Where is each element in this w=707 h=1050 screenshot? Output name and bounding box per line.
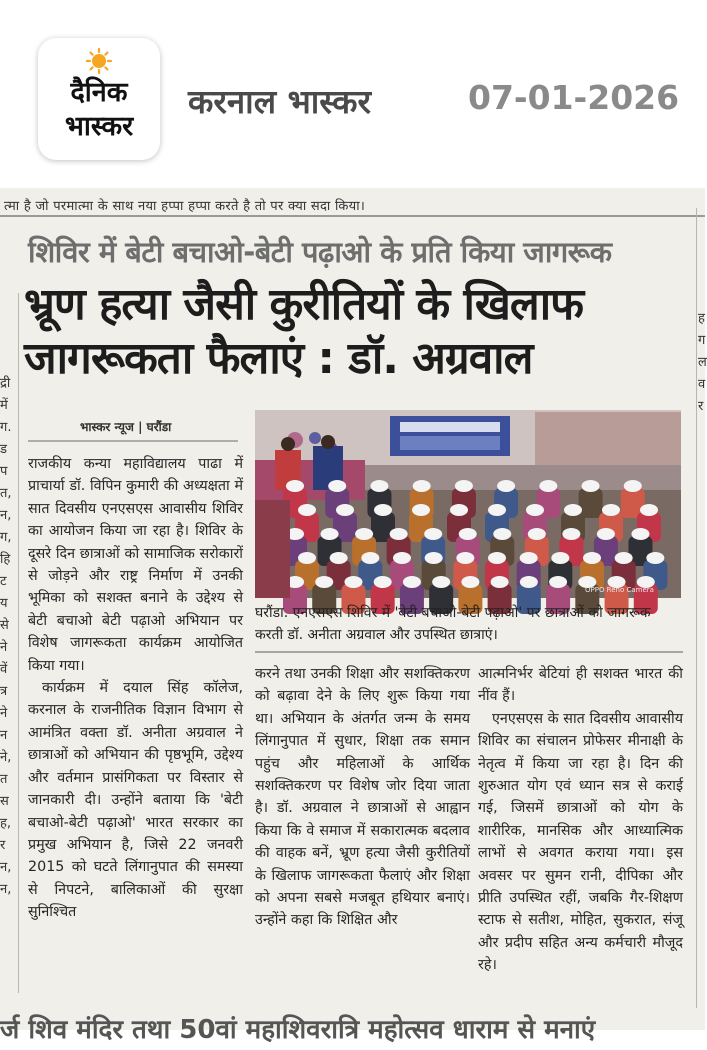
clipped-top-line: त्मा है जो परमात्मा के साथ नया हप्पा हप्पा करते है तो पर क्या सदा किया।: [4, 199, 366, 214]
logo-line-2: भास्कर: [64, 111, 134, 142]
clipped-text-fragment: ट: [0, 574, 7, 589]
paragraph: एनएसएस के सात दिवसीय आवासीय शिविर का संचालन प्रोफेसर मीनाक्षी के नेतृत्व में किया जा रहा है। दिन की शुरुआत योग एवं ध्यान सत्र से कराई गई, जिसमें छात्राओं को योग के शारीरिक, मानसिक और आध्यात्मिक लाभों से अवगत कराया गया। इस अवसर पर सुमन रानी, दीपिका और प्रीति उपस्थित रहीं, जबकि गैर-शिक्षण स्टाफ से सतीश, मोहित, सुकरात, संजू और प्रदीप सहित अन्य कर्मचारी मौजूद रहे।: [478, 710, 683, 974]
clipped-bottom-headline: र्ज शिव मंदिर तथा 50वां महाशिवरात्रि महोत्सव धाराम से मनाएं: [0, 1015, 596, 1045]
newspaper-clipping: [0, 188, 707, 1045]
clipped-text-fragment: य: [0, 596, 8, 611]
dainik-bhaskar-logo[interactable]: [38, 38, 160, 160]
clipped-text-fragment: न,: [0, 860, 12, 875]
clipped-text-fragment: में: [0, 398, 8, 413]
photo-credit: OPPO Reno Camera: [585, 586, 654, 594]
clipped-text-fragment: त: [0, 772, 8, 787]
clipped-text-fragment: ड: [0, 442, 7, 457]
clipped-text-fragment: स: [0, 794, 9, 809]
clipped-text-fragment: हि: [0, 552, 11, 567]
clipped-text-fragment: र: [0, 838, 6, 853]
clipped-text-fragment: ने: [0, 640, 8, 655]
sun-icon: [86, 48, 112, 74]
paragraph: आत्मनिर्भर बेटियां ही सशक्त भारत की नींव हैं।: [478, 666, 683, 705]
photo-caption: घरौंडा. एनएसएस शिविर में 'बेटी बचाओ-बेटी पढ़ाओ' पर छात्राओं को जागरूक करती डॉ. अनीता अग्रवाल और उपस्थित छात्राएं।: [255, 605, 651, 643]
divider: [255, 651, 683, 653]
news-photo: [255, 410, 681, 598]
clipped-text-fragment: न: [0, 728, 8, 743]
clipped-text-fragment: न,: [0, 882, 12, 897]
article-column-1: [28, 453, 243, 924]
clipped-text-fragment: से: [0, 618, 9, 633]
paragraph: करने तथा उनकी शिक्षा और सशक्तिकरण को बढ़ावा देने के लिए शुरू किया गया था। अभियान के अंतर्गत जन्म के समय लिंगानुपात में सुधार, शिक्षा तक समान पहुंच और महिलाओं के आर्थिक सशक्तिकरण पर विशेष जोर दिया जाता है। डॉ. अग्रवाल ने छात्राओं से आह्वान किया कि वे समाज में सकारात्मक बदलाव की वाहक बनें, भ्रूण हत्या जैसी कुरीतियों के खिलाफ जागरूकता फैलाएं और शिक्षा को अपना सबसे मजबूत हथियार बनाएं। उन्होंने कहा कि शिक्षित और: [255, 666, 470, 929]
clipped-text-fragment: त,: [0, 486, 12, 501]
divider: [28, 440, 238, 442]
clipped-text-fragment: ने,: [0, 750, 12, 765]
divider: [18, 293, 19, 993]
paragraph: कार्यक्रम में दयाल सिंह कॉलेज, करनाल के राजनीतिक विज्ञान विभाग से आमंत्रित वक्ता डॉ. अनीता अग्रवाल ने छात्राओं को अभियान की पृष्ठभूमि, उद्देश्य और वर्तमान प्रासंगिकता पर विस्तार से जानकारी दी। उन्होंने बताया कि 'बेटी बचाओ-बेटी पढ़ाओ' भारत सरकार का प्रमुख अभियान है, जिसे 22 जनवरी 2015 को घटते लिंगानुपात की समस्या से निपटने, बालिकाओं की सुरक्षा सुनिश्चित: [28, 680, 243, 921]
article-headline: भ्रूण हत्या जैसी कुरीतियों के खिलाफ जागरूकता फैलाएं : डॉ. अग्रवाल: [24, 279, 584, 384]
edition-date: 07-01-2026: [468, 78, 680, 117]
byline: भास्कर न्यूज | घरौंडा: [80, 420, 172, 434]
divider: [0, 215, 705, 217]
article-column-2: [255, 663, 470, 932]
clipped-text-fragment: वें: [0, 662, 8, 677]
clipped-text-fragment: ह,: [0, 816, 12, 831]
paragraph: राजकीय कन्या महाविद्यालय पाढा में प्राचार्या डॉ. विपिन कुमारी की अध्यक्षता में सात दिवसीय एनएसएस आवासीय शिविर का आयोजन किया जा रहा है। शिविर के दूसरे दिन छात्राओं को सामाजिक सरोकारों से जोड़ने और राष्ट्र निर्माण में उनकी भूमिका को सशक्त बनाने के उद्देश्य से बेटी बचाओ बेटी पढ़ाओ अभियान पर विशेष जागरूकता कार्यक्रम आयोजित किया गया।: [28, 456, 243, 674]
clipped-right-column: ह ग ल व र: [698, 311, 707, 414]
app-header: [0, 0, 705, 190]
logo-line-1: दैनिक: [70, 77, 128, 108]
clipped-text-fragment: द्री: [0, 376, 11, 391]
clipped-left-column: [0, 373, 18, 901]
article-kicker: शिविर में बेटी बचाओ-बेटी पढ़ाओ के प्रति किया जागरूक: [28, 235, 612, 269]
divider: [696, 208, 697, 1008]
article-column-3: [478, 663, 683, 977]
clipped-text-fragment: प: [0, 464, 8, 479]
clipped-text-fragment: ग.: [0, 420, 12, 435]
edition-title: करनाल भास्कर: [188, 82, 371, 121]
clipped-text-fragment: ने: [0, 706, 8, 721]
clipped-text-fragment: ग,: [0, 530, 12, 545]
clipped-text-fragment: न,: [0, 508, 12, 523]
clipped-text-fragment: त्र: [0, 684, 8, 699]
